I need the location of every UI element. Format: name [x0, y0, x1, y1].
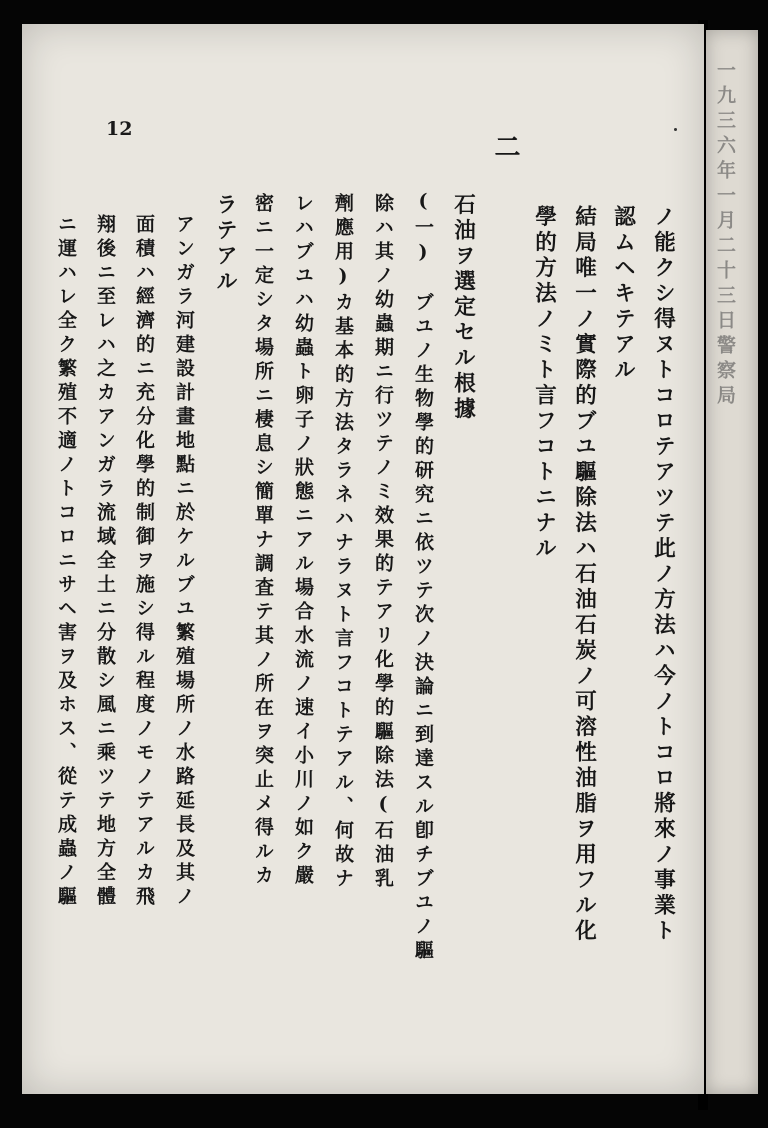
text-column-2: 認ムヘキテアル — [610, 205, 636, 384]
text-column-7: (一) ブユノ生物學的研究ニ依ツテ次ノ決論ニ到達スル卽チブユノ驅 — [412, 190, 434, 964]
text-column-13: アンガラ河建設計畫地點ニ於ケルブユ繁殖場所ノ水路延長及其ノ — [173, 214, 195, 910]
adjacent-page-bleed-text: 一九三六年一月二十三日警察局 — [714, 60, 736, 410]
text-column-3: 結局唯一ノ實際的ブユ驅除法ハ石油石炭ノ可溶性油脂ヲ用フル化 — [571, 205, 597, 945]
document-page — [22, 24, 704, 1094]
section-heading-number: 二 — [490, 133, 520, 159]
text-column-9: 劑應用)カ基本的方法タラネハナラヌト言フコトテアル、何故ナ — [332, 193, 354, 892]
text-column-10: レハブユハ幼蟲ト卵子ノ狀態ニアル場合水流ノ速イ小川ノ如ク嚴 — [292, 193, 314, 889]
text-column-12: ラテアル — [212, 193, 238, 295]
text-column-14: 面積ハ經濟的ニ充分化學的制御ヲ施シ得ル程度ノモノテアルカ飛 — [133, 214, 155, 910]
page-number: 12 — [106, 118, 133, 140]
text-column-11: 密ニ一定シタ場所ニ棲息シ簡單ナ調査テ其ノ所在ヲ突止メ得ルカ — [252, 193, 274, 889]
ink-speck — [674, 128, 677, 131]
text-column-1: ノ能クシ得ヌトコロテアツテ此ノ方法ハ今ノトコロ將來ノ事業ト — [650, 205, 676, 945]
text-column-16: ニ運ハレ全ク繁殖不適ノトコロニサヘ害ヲ及ホス、從テ成蟲ノ驅 — [55, 214, 77, 910]
section-heading: 石油ヲ選定セル根據 — [450, 193, 476, 423]
text-column-4: 學的方法ノミト言フコトニナル — [531, 205, 557, 562]
text-column-8: 除ハ其ノ幼蟲期ニ行ツテノミ效果的テアリ化學的驅除法(石油乳 — [372, 193, 394, 892]
text-column-15: 翔後ニ至レハ之カアンガラ流域全土ニ分散シ風ニ乘ツテ地方全體 — [94, 214, 116, 910]
